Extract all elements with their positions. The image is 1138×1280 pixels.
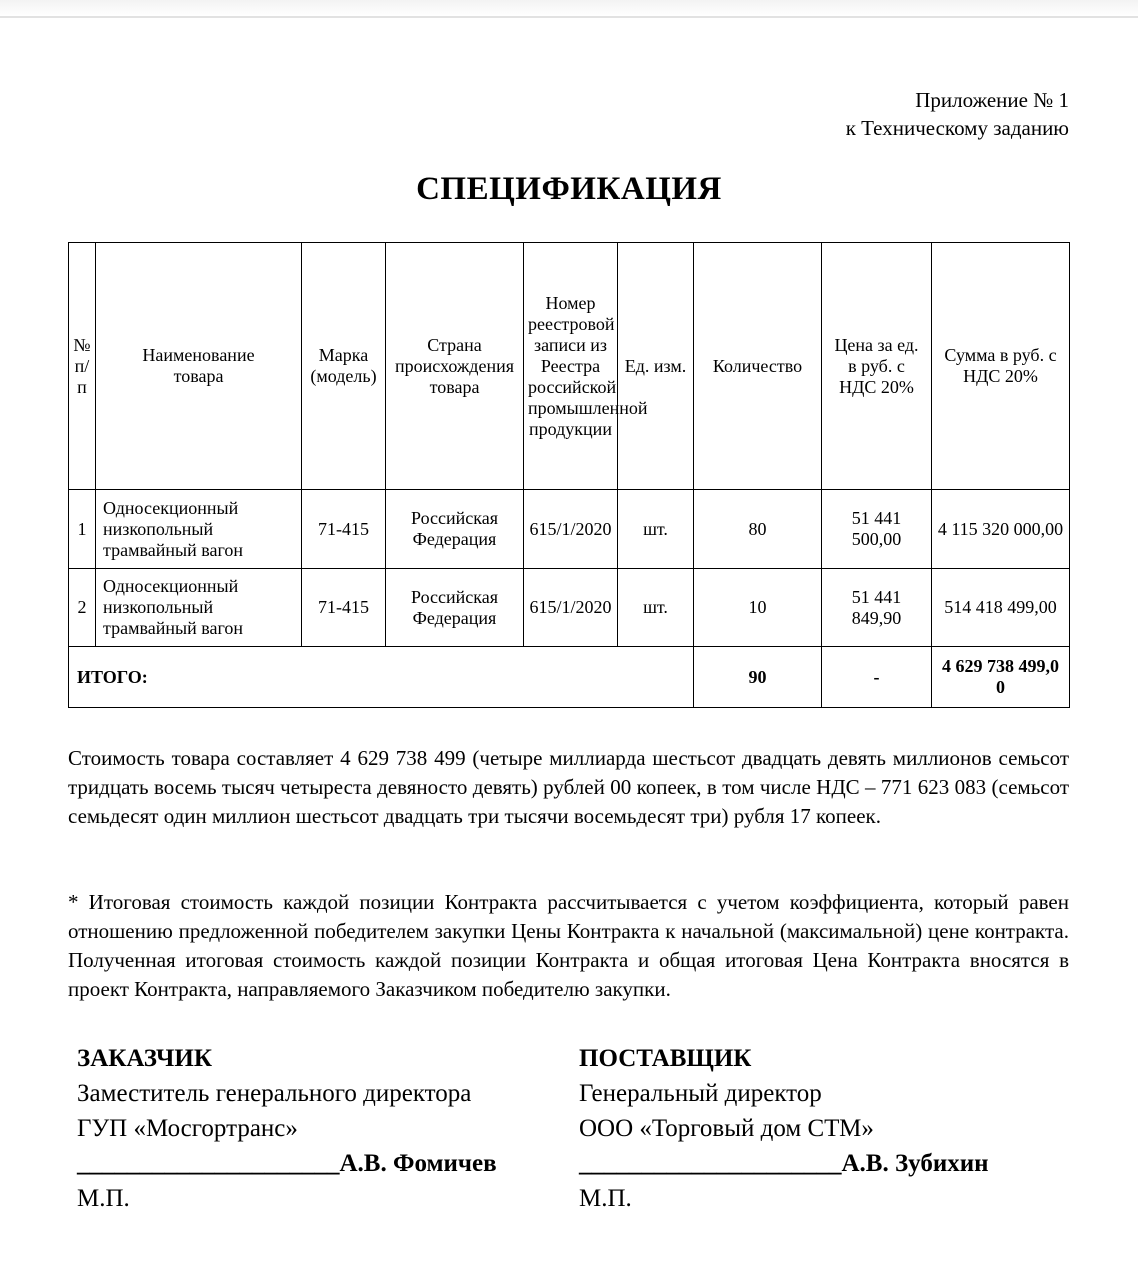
- row-model: 71-415: [302, 569, 386, 647]
- row-unit-price: 51 441 500,00: [822, 490, 932, 569]
- appendix-header: [846, 86, 1069, 142]
- appendix-number: Приложение № 1: [915, 88, 1069, 112]
- row-country: Российская Федерация: [386, 490, 524, 569]
- header-name: Наименование товара: [96, 243, 302, 490]
- row-number: 1: [69, 490, 96, 569]
- header-sum: Сумма в руб. с НДС 20%: [932, 243, 1070, 490]
- total-label: ИТОГО:: [69, 647, 694, 708]
- row-sum: 4 115 320 000,00: [932, 490, 1070, 569]
- supplier-signature-line: _____________________А.В. Зубихин: [579, 1150, 989, 1177]
- table-header-row: [69, 243, 1070, 490]
- customer-organization: ГУП «Мосгортранс»: [77, 1115, 298, 1142]
- supplier-role: ПОСТАВЩИК: [579, 1045, 752, 1072]
- row-quantity: 80: [694, 490, 822, 569]
- customer-seal: М.П.: [77, 1185, 130, 1212]
- table-row: [69, 569, 1070, 647]
- row-registry: 615/1/2020: [524, 569, 618, 647]
- header-country: Страна происхождения товара: [386, 243, 524, 490]
- supplier-position: Генеральный директор: [579, 1080, 822, 1107]
- row-unit: шт.: [618, 490, 694, 569]
- footnote-paragraph: * Итоговая стоимость каждой позиции Контракта рассчитывается с учетом коэффициента, который равен отношению предложенной победителем закупки Цены Контракта к начальной (максимальной) цене контракта. Полученная итоговая стоимость каждой позиции Контракта и общая итоговая Цена Контракта вносятся в проект Контракта, направляемого Заказчиком победителю закупки.: [68, 890, 1069, 1001]
- document-title: СПЕЦИФИКАЦИЯ: [416, 171, 722, 207]
- customer-signature-line: _____________________А.В. Фомичев: [77, 1150, 497, 1177]
- row-country: Российская Федерация: [386, 569, 524, 647]
- supplier-seal: М.П.: [579, 1185, 632, 1212]
- supplier-signature-block: [579, 1041, 989, 1216]
- page-top-edge: [0, 0, 1138, 18]
- row-unit: шт.: [618, 569, 694, 647]
- header-unit: Ед. изм.: [618, 243, 694, 490]
- header-registry: Номер реестровой записи из Реестра российской промышленной продукции: [524, 243, 618, 490]
- header-quantity: Количество: [694, 243, 822, 490]
- table-row: [69, 490, 1070, 569]
- customer-role: ЗАКАЗЧИК: [77, 1045, 212, 1072]
- total-price: -: [822, 647, 932, 708]
- customer-signature-block: [77, 1041, 497, 1216]
- table-total-row: [69, 647, 1070, 708]
- row-model: 71-415: [302, 490, 386, 569]
- cost-paragraph: Стоимость товара составляет 4 629 738 499 (четыре миллиарда шестьсот двадцать девять миллионов семьсот тридцать восемь тысяч четыреста девяносто девять) рублей 00 копеек, в том числе НДС – 771 623 083 (семьсот семьдесят один миллион шестьсот двадцать три тысячи восемьдесят три) рубля 17 копеек.: [68, 746, 1069, 828]
- header-number: № п/п: [69, 243, 96, 490]
- supplier-organization: ООО «Торговый дом СТМ»: [579, 1115, 874, 1142]
- total-sum: 4 629 738 499,00: [932, 647, 1070, 708]
- row-number: 2: [69, 569, 96, 647]
- appendix-reference: к Техническому заданию: [845, 116, 1069, 140]
- header-unit-price: Цена за ед. в руб. с НДС 20%: [822, 243, 932, 490]
- customer-position: Заместитель генерального директора: [77, 1080, 472, 1107]
- specification-table: [68, 242, 1070, 708]
- header-model: Марка (модель): [302, 243, 386, 490]
- row-sum: 514 418 499,00: [932, 569, 1070, 647]
- row-unit-price: 51 441 849,90: [822, 569, 932, 647]
- row-name: Односекционный низкопольный трамвайный вагон: [96, 569, 302, 647]
- row-quantity: 10: [694, 569, 822, 647]
- total-quantity: 90: [694, 647, 822, 708]
- row-name: Односекционный низкопольный трамвайный вагон: [96, 490, 302, 569]
- row-registry: 615/1/2020: [524, 490, 618, 569]
